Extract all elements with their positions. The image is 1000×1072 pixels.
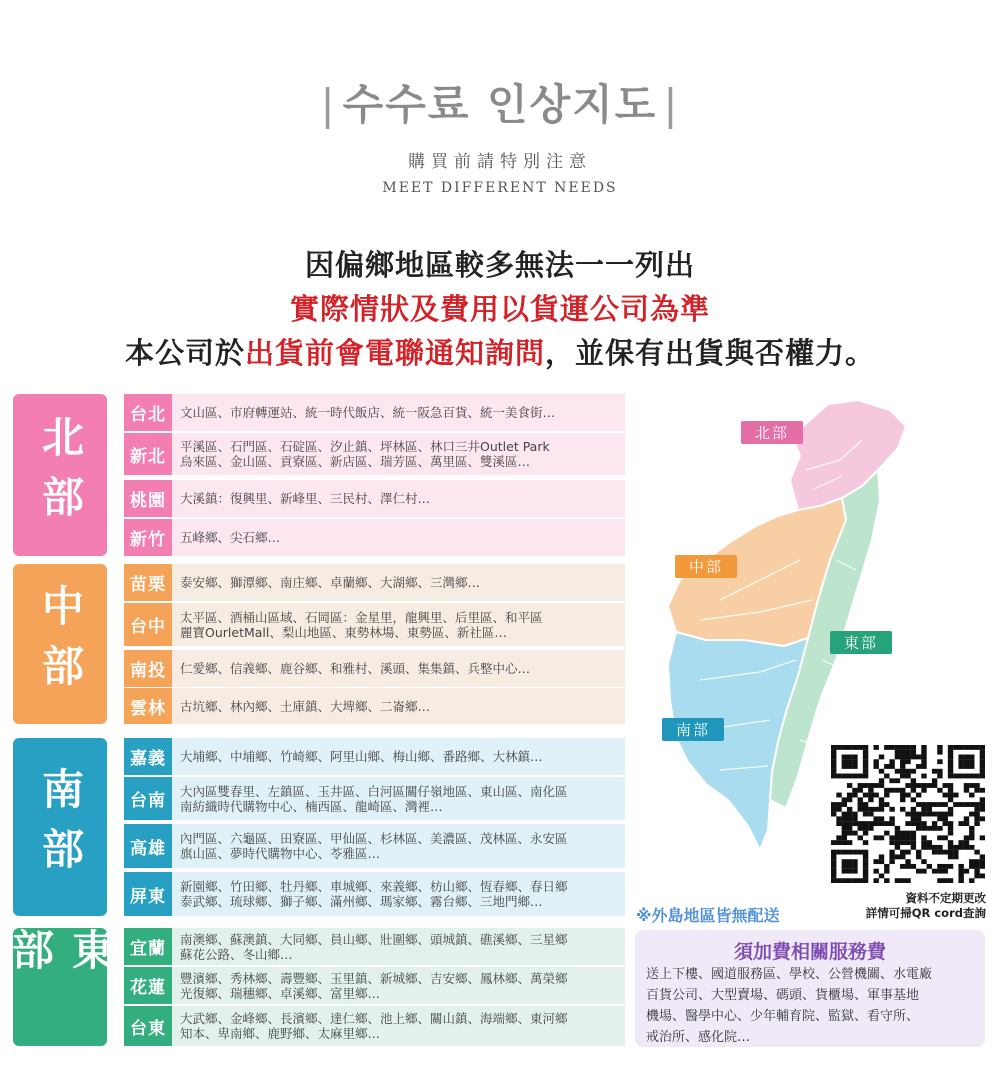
city-name: 宜蘭 [124,928,172,965]
title-text: 수수료 인상지도 [342,80,658,129]
city-desc: 大武鄉、金峰鄉、長濱鄉、達仁鄉、池上鄉、關山鎮、海端鄉、東河鄉 知本、卑南鄉、鹿野鄉、太麻里鄉… [180,1011,568,1041]
page-title [315,72,686,132]
notice-line-3-highlight: 出貨前會電聯通知詢問 [244,336,545,370]
city-row-newtaipei [124,433,625,475]
city-desc: 南澳鄉、蘇澳鎮、大同鄉、員山鄉、壯圍鄉、頭城鎮、礁溪鄉、三星鄉 蘇花公路、冬山鄉… [180,931,568,962]
city-row-nantou [124,650,625,687]
notice-line-3-post: ，並保有出貨與否權力。 [545,336,876,370]
city-name: 高雄 [124,824,172,868]
title-bar-right: | [663,80,680,129]
city-row-yunlin [124,688,625,724]
region-central-block [13,564,107,724]
notice-line-1: 因偏鄉地區較多無法一一列出 [304,248,695,282]
city-name: 台中 [124,603,172,646]
city-name: 台南 [124,777,172,820]
notice-line-2: 實際情狀及費用以貨運公司為準 [289,292,710,326]
notice-line-3-pre: 本公司於 [124,336,245,370]
city-desc: 新園鄉、竹田鄉、牡丹鄉、車城鄉、來義鄉、枋山鄉、恆春鄉、春日鄉 泰武鄉、琉球鄉、獅子鄉、滿州鄉、瑪家鄉、霧台鄉、三地門鄉… [180,879,568,909]
city-row-taitung [124,1006,625,1046]
region-east-label: 東部 [6,928,115,988]
city-row-hualien [124,967,625,1004]
qr-note-scan: 詳情可掃QR cord查詢 [865,906,986,920]
region-central-label: 中部 [36,584,85,704]
english-tagline: MEET DIFFERENT NEEDS [382,180,618,196]
city-desc: 大埔鄉、中埔鄉、竹崎鄉、阿里山鄉、梅山鄉、番路鄉、大林鎮… [180,749,543,764]
city-desc: 內門區、六龜區、田寮區、甲仙區、杉林區、美濃區、茂林區、永安區 旗山區、夢時代購物中心、苓雅區… [180,831,568,861]
map-central-label: 中部 [675,555,737,578]
city-row-yilan [124,928,625,965]
city-desc: 太平區、酒桶山區域、石岡區：金星里，龍興里、后里區、和平區 麗寶OurletMall、梨山地區、東勢林場、東勢區、新社區… [180,609,543,640]
region-north-block [13,394,107,556]
city-desc: 五峰鄉、尖石鄉… [180,530,281,545]
city-name: 台北 [124,394,172,431]
city-name: 新北 [124,433,172,475]
city-name: 南投 [124,650,172,687]
city-row-chiayi [124,738,625,775]
notice-line-3 [0,331,1000,372]
city-desc: 平溪區、石門區、石碇區、汐止鎮、坪林區、林口三井Outlet Park 烏來區、金山區、貢寮區、新店區、瑞芳區、萬里區、雙溪區… [180,439,550,469]
map-north-label: 北部 [741,421,803,444]
city-desc: 大內區雙春里、左鎮區、玉井區、白河區關仔嶺地區、東山區、南化區 南紡織時代購物中心、楠西區、龍崎區、灣裡… [180,783,568,814]
city-desc: 大溪鎮：復興里、新峰里、三民村、澤仁村… [180,491,431,506]
island-notice: ※外島地區皆無配送 [636,906,780,925]
city-row-kaohsiung [124,824,625,868]
region-south-block [13,738,107,916]
service-fee-title: 須加費相關服務費 [733,941,886,963]
city-name: 花蓮 [124,967,172,1004]
region-north-label: 北部 [36,415,85,535]
city-row-taichung [124,603,625,646]
map-south-label: 南部 [662,718,724,741]
city-name: 台東 [124,1006,172,1046]
subtitle: 購買前請特別注意 [408,152,592,172]
city-row-taoyuan [124,480,625,517]
city-name: 屏東 [124,872,172,916]
city-name: 新竹 [124,519,172,556]
city-desc: 泰安鄉、獅潭鄉、南庄鄉、卓蘭鄉、大湖鄉、三灣鄉… [180,575,481,590]
city-desc: 豐濱鄉、秀林鄉、壽豐鄉、玉里鎮、新城鄉、吉安鄉、鳳林鄉、萬榮鄉 光復鄉、瑞穗鄉、卓溪鄉、富里鄉… [180,970,568,1001]
city-name: 嘉義 [124,738,172,775]
city-row-taipei [124,394,625,431]
city-row-tainan [124,777,625,820]
city-row-miaoli [124,564,625,601]
title-bar-left: | [320,80,337,129]
city-desc: 仁愛鄉、信義鄉、鹿谷鄉、和雅村、溪頭、集集鎮、兵整中心… [180,661,531,676]
city-row-hsinchu [124,519,625,556]
qr-note-update: 資料不定期更改 [905,891,986,905]
qr-code[interactable] [831,745,985,883]
city-desc: 文山區、市府轉運站、統一時代飯店、統一阪急百貨、統一美食街… [180,405,556,420]
service-fee-body: 送上下樓、國道服務區、學校、公營機關、水電廠 百貨公司、大型賣場、碼頭、貨櫃場、軍事基地 機場、醫學中心、少年輔育院、監獄、看守所、 戒治所、感化院… [646,967,933,1045]
city-name: 苗栗 [124,564,172,601]
city-desc: 古坑鄉、林內鄉、土庫鎮、大埤鄉、二崙鄉… [180,698,431,714]
city-name: 桃園 [124,480,172,517]
city-row-pingtung [124,872,625,916]
region-east-block [6,928,115,1046]
region-south-label: 南部 [36,767,85,887]
city-name: 雲林 [124,688,172,724]
title-wrap [0,72,1000,132]
map-east-label: 東部 [830,631,892,654]
